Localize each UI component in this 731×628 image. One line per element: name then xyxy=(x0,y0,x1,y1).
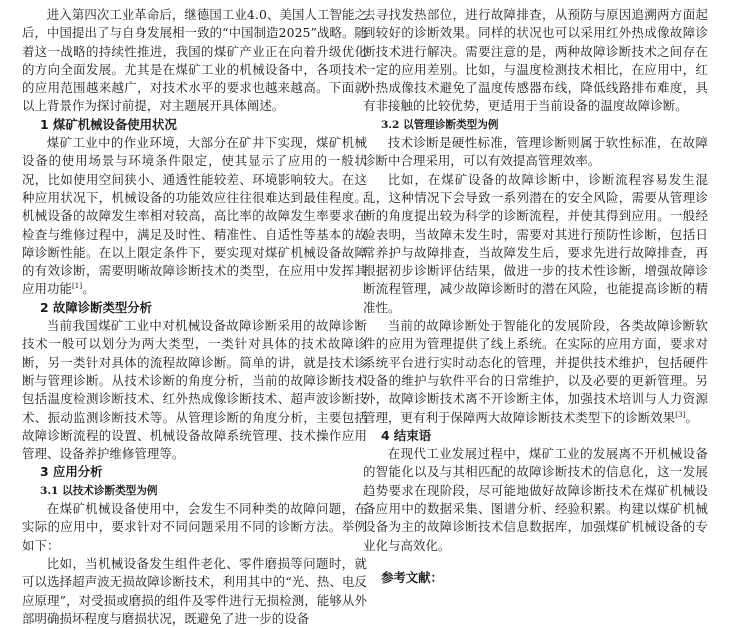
section-1-paragraph: 煤矿工业中的作业环境，大部分在矿井下实现，煤矿机械设备的使用场景与环境条件限定，使其显示了应用的一般状况，比如使用空间狭小、通透性能较差、环境影响较大。在这种应用状况下，机械设备的功能效应往往很难达到最佳程度。机械设备的故障发生率相对较高，高比率的故障发生率要求在检查与维修过程中，满足及时性、精准性、自适性等基本的故障诊断性能。在以上限定条件下，要实现对煤矿机械设备故障的有效诊断，需要明晰故障诊断技术的类型，在应用中发挥其应用功能[1]。 xyxy=(22,135,367,297)
section-4-paragraph: 在现代工业发展过程中，煤矿工业的发展离不开机械设备的智能化以及与其相匹配的故障诊断技术的信息化，这一发展趋势要求在现阶段，尽可能地做好故障诊断技术在煤矿机械设备应用中的数据采集、图谱分析、经验积累。构建以煤矿机械设备为主的故障诊断技术信息数据库，加强煤矿机械设备的专业化与高效化。 xyxy=(363,446,708,553)
citation-marker: [1] xyxy=(71,282,83,291)
right-column xyxy=(363,6,708,587)
subsection-3-2-heading: 3.2 以管理诊断类型为例 xyxy=(381,118,499,131)
subsection-3-2-paragraph-c: 当前的故障诊断处于智能化的发展阶段，各类故障诊断软件的应用为管理提供了线上系统。在实际的应用方面，要求对系统平台进行实时动态化的管理，并提供技术维护，包括硬件设备的维护与软件平台的日常维护，以及必要的更新管理。另外，故障诊断技术离不开诊断主体，加强技术培训与人力资源管理，更有利于保障两大故障诊断技术类型下的诊断效果[3]。 xyxy=(363,318,708,425)
citation-marker: [3] xyxy=(675,410,686,419)
section-1-heading: 1 煤矿机械设备使用状况 xyxy=(40,116,177,132)
subsection-3-2-paragraph-b: 比如，在煤矿设备的故障诊断中，诊断流程容易发生混乱，这种情况下会导致一系列潜在的安全风险，需要从管理诊断的角度提出较为科学的诊断流程，并使其得到应用。一般经验表明，当故障未发生时，需要对其进行预防性诊断，包括日常养护与故障排查，当故障发生后，要求先进行故障排查，再根据初步诊断评估结果，做进一步的技术性诊断，增强故障诊断流程管理，减少故障诊断时的潜在风险，也能提高诊断的精准性。 xyxy=(363,171,708,315)
subsection-3-1-heading: 3.1 以技术诊断类型为例 xyxy=(40,484,158,497)
continued-paragraph: 去寻找发热部位，进行故障排查，从预防与原因追溯两方面起到较好的诊断效果。同样的状况也可以采用红外热成像故障诊断技术进行解决。需要注意的是，两种故障诊断技术之间存在一定的应用差别。比如，与温度检测技术相比，在应用中，红外热成像技术避免了温度传感器布线，降低线路排布难度，具有非接触的比较优势，更适用于当前设备的温度故障诊断。 xyxy=(363,7,708,114)
left-column xyxy=(22,6,367,628)
section-2-paragraph: 当前我国煤矿工业中对机械设备故障诊断采用的故障诊断技术一般可以划分为两大类型，一类针对具体的技术故障诊断，另一类针对具体的流程故障诊断。简单的讲，就是技术诊断与管理诊断。从技术诊断的角度分析，当前的故障诊断技术包括温度检测诊断技术、红外热成像诊断技术、超声波诊断技术、振动监测诊断技术等。从管理诊断的角度分析，主要包括故障诊断流程的设置、机械设备故障系统管理、技术操作应用管理、设备养护维修管理等。 xyxy=(22,318,367,462)
section-4-heading: 4 结束语 xyxy=(381,427,432,443)
subsection-3-1-paragraph-a: 在煤矿机械设备使用中，会发生不同种类的故障问题，在实际的应用中，要求针对不同问题采用不同的诊断方法。举例如下： xyxy=(22,501,367,553)
section-2-heading: 2 故障诊断类型分析 xyxy=(40,299,153,315)
section-3-heading: 3 应用分析 xyxy=(40,464,103,480)
intro-paragraph: 进入第四次工业革命后，继德国工业4.0、美国人工智能之后，中国提出了与自身发展相一致的“中国制造2025”战略。随着这一战略的持续性推进，我国的煤矿产业正在向着升级优化的方向全面发展。尤其是在煤矿工业的机械设备中，各项技术的应用范围越来越广，对技术水平的要求也越来越高。下面就以上背景作为探讨前提，对主题展开具体阐述。 xyxy=(22,7,367,114)
subsection-3-2-paragraph-a: 技术诊断是硬性标准，管理诊断则属于软性标准，在故障诊断中合理采用，可以有效提高管理效率。 xyxy=(363,135,708,169)
subsection-3-1-paragraph-b: 比如，当机械设备发生组件老化、零件磨损等问题时，就可以选择超声波无损故障诊断技术，利用其中的“光、热、电反应原理”，对受损或磨损的组件及零件进行无损检测，能够从外部明确损坏程度与磨损状况，既避免了进一步的设备 xyxy=(22,555,367,626)
references-heading: 参考文献： xyxy=(381,569,443,585)
